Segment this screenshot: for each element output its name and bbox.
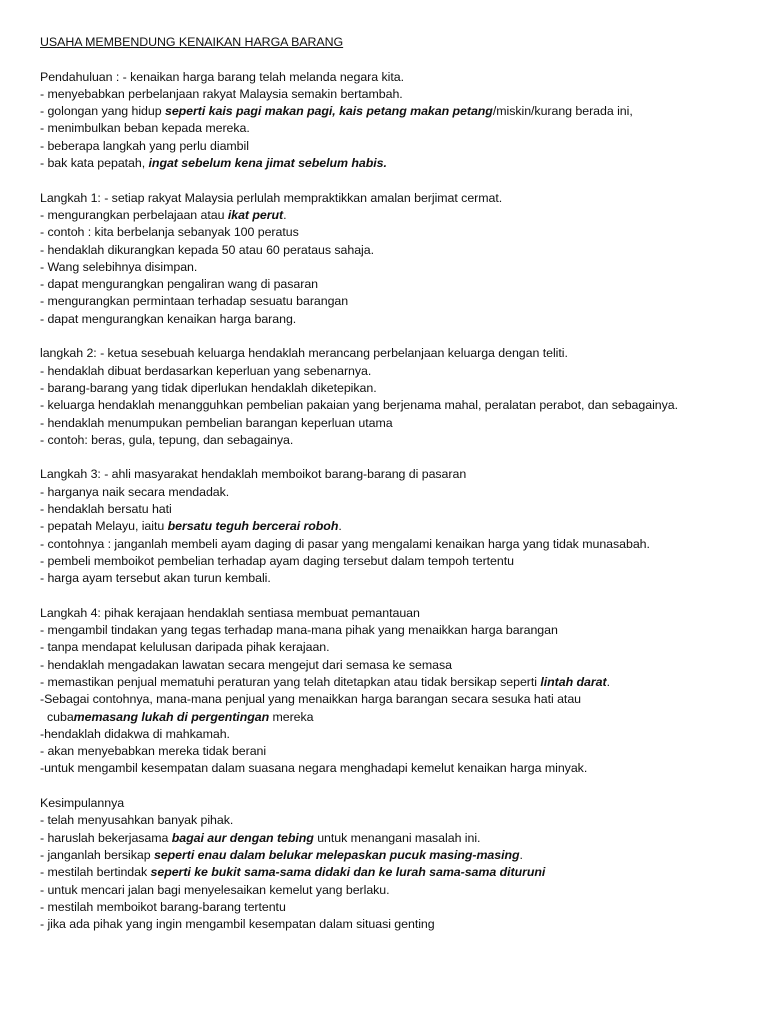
text-segment: - bak kata pepatah,: [40, 156, 149, 171]
text-line: [40, 605, 740, 622]
emphasized-phrase: lintah darat: [540, 674, 607, 689]
text-line: [40, 190, 740, 207]
text-segment: Langkah 1: - setiap rakyat Malaysia perlulah mempraktikkan amalan berjimat cermat.: [40, 190, 503, 205]
text-segment: - contoh : kita berbelanja sebanyak 100 peratus: [40, 225, 299, 240]
text-line: [40, 674, 740, 691]
text-line: [40, 466, 740, 483]
paragraph-gap: [40, 172, 740, 189]
text-line: [40, 69, 740, 86]
text-segment: - golongan yang hidup: [40, 104, 165, 119]
paragraph-gap: [40, 449, 740, 466]
text-segment: Langkah 4: pihak kerajaan hendaklah sentiasa membuat pemantauan: [40, 605, 420, 620]
text-segment: /miskin/kurang berada ini,: [492, 104, 633, 119]
text-line: [40, 830, 740, 847]
text-segment: -untuk mengambil kesempatan dalam suasana negara menghadapi kemelut kenaikan harga minyak.: [40, 761, 588, 776]
section-6: [40, 795, 740, 933]
text-line: [40, 484, 740, 501]
text-line: [40, 120, 740, 137]
text-segment: -Sebagai contohnya, mana-mana penjual yang menaikkan harga barangan secara sesuka hati atau: [40, 692, 582, 707]
text-line: [40, 207, 740, 224]
section-2: [40, 190, 740, 328]
section-5: [40, 605, 740, 778]
text-line: [40, 882, 740, 899]
paragraph-gap: [40, 778, 740, 795]
text-line: [40, 553, 740, 570]
text-segment: .: [283, 207, 287, 222]
text-segment: - harga ayam tersebut akan turun kembali.: [40, 571, 271, 586]
text-line: [40, 432, 740, 449]
text-line: [40, 259, 740, 276]
section-4: [40, 466, 740, 587]
text-segment: - hendaklah dikurangkan kepada 50 atau 60 perataus sahaja.: [40, 242, 374, 257]
text-line: [40, 86, 740, 103]
text-line: [40, 311, 740, 328]
text-segment: - pembeli memboikot pembelian terhadap ayam daging tersebut dalam tempoh tertentu: [40, 553, 514, 568]
text-line: [40, 224, 740, 241]
text-segment: - akan menyebabkan mereka tidak berani: [40, 744, 267, 759]
emphasized-phrase: memasang lukah di pergentingan: [73, 709, 270, 724]
text-line: [40, 242, 740, 259]
text-segment: - hendaklah dibuat berdasarkan keperluan yang sebenarnya.: [40, 363, 372, 378]
text-segment: - Wang selebihnya disimpan.: [40, 259, 198, 274]
text-line: [40, 345, 740, 362]
text-segment: - mengambil tindakan yang tegas terhadap mana-mana pihak yang menaikkan harga barangan: [40, 623, 558, 638]
emphasized-phrase: bersatu teguh bercerai roboh: [167, 519, 339, 534]
text-line: [40, 812, 740, 829]
text-segment: - mengurangkan permintaan terhadap sesuatu barangan: [40, 294, 349, 309]
text-segment: - haruslah bekerjasama: [40, 830, 172, 845]
text-segment: - janganlah bersikap: [40, 847, 154, 862]
text-line: [40, 726, 740, 743]
text-line: [40, 155, 740, 172]
text-line: [40, 864, 740, 881]
text-line: [40, 293, 740, 310]
emphasized-phrase: seperti enau dalam belukar melepaskan pucuk masing-masing: [153, 847, 520, 862]
text-line: [40, 709, 740, 726]
paragraph-gap: [40, 51, 740, 68]
text-segment: langkah 2: - ketua sesebuah keluarga hendaklah merancang perbelanjaan keluarga dengan teliti.: [40, 346, 568, 361]
text-segment: Pendahuluan : - kenaikan harga barang telah melanda negara kita.: [40, 69, 404, 84]
text-segment: .: [338, 519, 342, 534]
paragraph-gap: [40, 588, 740, 605]
text-segment: - menyebabkan perbelanjaan rakyat Malaysia semakin bertambah.: [40, 86, 403, 101]
text-line: [40, 639, 740, 656]
section-3: [40, 345, 740, 449]
text-line: [40, 691, 740, 708]
text-segment: - jika ada pihak yang ingin mengambil kesempatan dalam situasi genting: [40, 917, 435, 932]
text-segment: - dapat mengurangkan kenaikan harga barang.: [40, 311, 297, 326]
text-segment: - mengurangkan perbelajaan atau: [40, 207, 228, 222]
text-line: [40, 501, 740, 518]
text-segment: - beberapa langkah yang perlu diambil: [40, 138, 249, 153]
text-line: [40, 916, 740, 933]
text-segment: Kesimpulannya: [40, 796, 125, 811]
text-line: [40, 760, 740, 777]
text-line: [40, 536, 740, 553]
text-segment: - keluarga hendaklah menangguhkan pembelian pakaian yang berjenama mahal, peralatan perabot, dan sebagainya.: [40, 398, 678, 413]
text-segment: - telah menyusahkan banyak pihak.: [40, 813, 234, 828]
text-line: [40, 276, 740, 293]
text-segment: - tanpa mendapat kelulusan daripada pihak kerajaan.: [40, 640, 330, 655]
emphasized-phrase: bagai aur dengan tebing: [171, 830, 314, 845]
text-segment: cuba: [47, 709, 74, 724]
text-segment: - mestilah memboikot barang-barang tertentu: [40, 899, 286, 914]
text-line: [40, 899, 740, 916]
text-line: [40, 657, 740, 674]
document-page: [40, 34, 740, 933]
paragraph-gap: [40, 328, 740, 345]
text-segment: - untuk mencari jalan bagi menyelesaikan kemelut yang berlaku.: [40, 882, 390, 897]
text-segment: - dapat mengurangkan pengaliran wang di pasaran: [40, 277, 319, 292]
text-segment: Langkah 3: - ahli masyarakat hendaklah memboikot barang-barang di pasaran: [40, 467, 467, 482]
text-segment: - hendaklah mengadakan lawatan secara mengejut dari semasa ke semasa: [40, 657, 452, 672]
text-line: [40, 415, 740, 432]
emphasized-phrase: seperti ke bukit sama-sama didaki dan ke lurah sama-sama dituruni: [150, 865, 546, 880]
section-1: [40, 69, 740, 173]
text-segment: - hendaklah menumpukan pembelian barangan keperluan utama: [40, 415, 393, 430]
text-line: [40, 570, 740, 587]
text-line: [40, 397, 740, 414]
text-line: [40, 380, 740, 397]
text-segment: - contohnya : janganlah membeli ayam daging di pasar yang mengalami kenaikan harga yang tidak munasabah.: [40, 536, 650, 551]
emphasized-phrase: ingat sebelum kena jimat sebelum habis.: [148, 156, 387, 171]
text-segment: .: [519, 847, 523, 862]
text-line: [40, 138, 740, 155]
text-line: [40, 518, 740, 535]
text-segment: - barang-barang yang tidak diperlukan hendaklah diketepikan.: [40, 380, 377, 395]
text-segment: .: [606, 674, 610, 689]
text-segment: untuk menangani masalah ini.: [313, 830, 481, 845]
document-title: USAHA MEMBENDUNG KENAIKAN HARGA BARANG: [40, 35, 344, 49]
text-line: [40, 743, 740, 760]
text-line: [40, 795, 740, 812]
text-line: [40, 847, 740, 864]
text-segment: - contoh: beras, gula, tepung, dan sebagainya.: [40, 432, 294, 447]
text-line: [40, 622, 740, 639]
text-segment: -hendaklah didakwa di mahkamah.: [40, 726, 230, 741]
emphasized-phrase: ikat perut: [227, 207, 284, 222]
text-segment: - menimbulkan beban kepada mereka.: [40, 121, 250, 136]
text-segment: - harganya naik secara mendadak.: [40, 484, 230, 499]
text-line: [40, 103, 740, 120]
text-segment: - mestilah bertindak: [40, 865, 151, 880]
emphasized-phrase: seperti kais pagi makan pagi, kais petang makan petang: [164, 104, 493, 119]
text-segment: - pepatah Melayu, iaitu: [40, 519, 168, 534]
text-segment: - memastikan penjual mematuhi peraturan yang telah ditetapkan atau tidak bersikap seperti: [40, 674, 541, 689]
document-body: [40, 51, 740, 933]
text-segment: mereka: [269, 709, 314, 724]
text-segment: - hendaklah bersatu hati: [40, 502, 172, 517]
text-line: [40, 363, 740, 380]
